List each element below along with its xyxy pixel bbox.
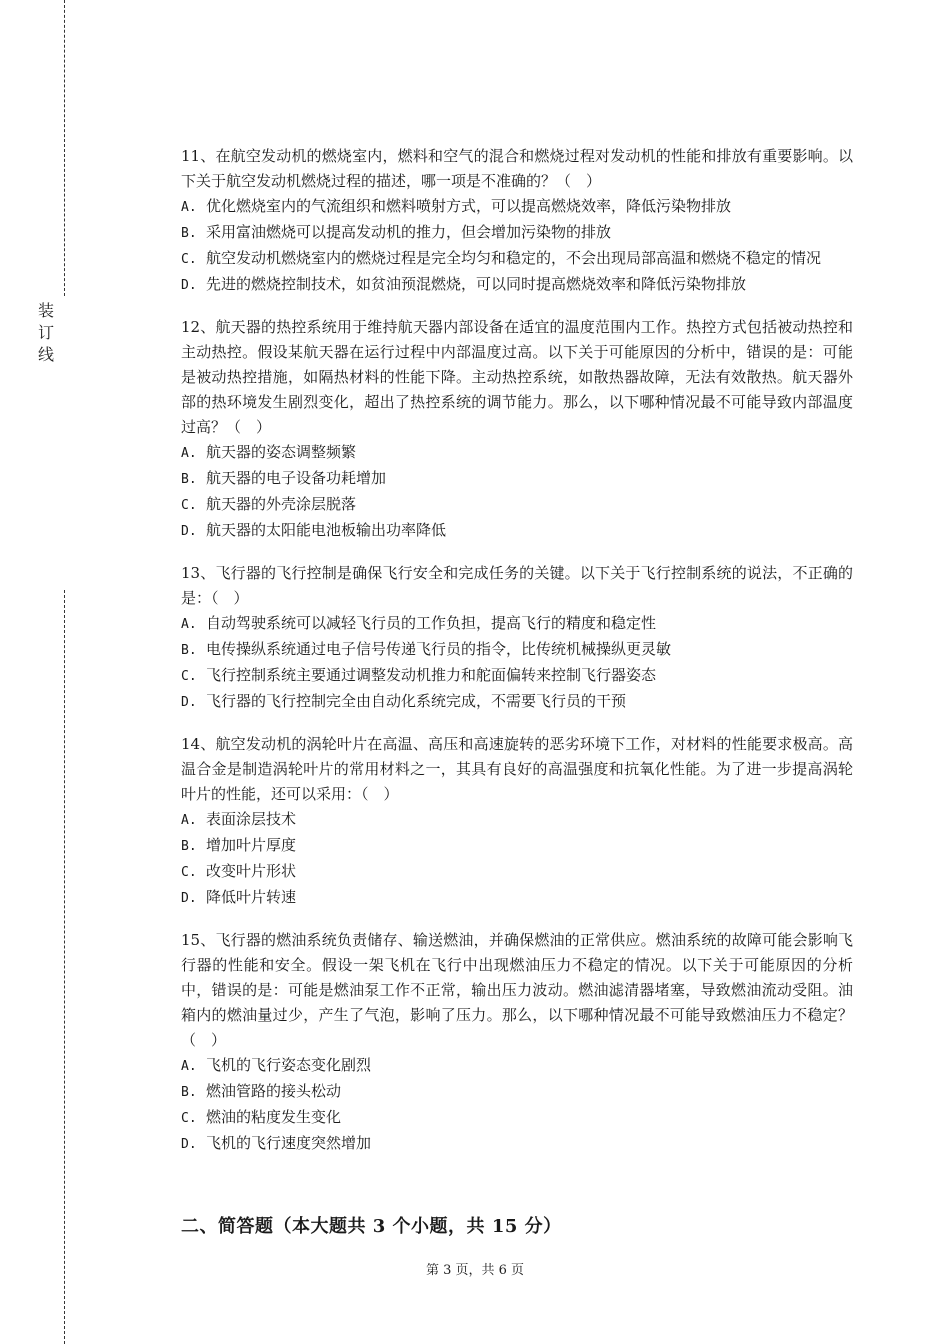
option-d [181,518,853,544]
option-text: 航天器的外壳涂层脱落 [206,495,357,513]
option-letter: D. [181,1137,197,1152]
question-stem: 15、飞行器的燃油系统负责储存、输送燃油，并确保燃油的正常供应。燃油系统的故障可能会影响飞行器的性能和安全。假设一架飞机在飞行中出现燃油压力不稳定的情况。以下关于可能原因的分析中，错误的是：可能是燃油泵工作不正常，输出压力波动。燃油滤清器堵塞，导致燃油流动受阻。油箱内的燃油量过少，产生了气泡，影响了压力。那么，以下哪种情况最不可能导致燃油压力不稳定？（ ） [181,931,853,1049]
option-text: 燃油的粘度发生变化 [206,1108,342,1126]
question-11 [181,144,853,298]
option-b [181,220,853,246]
option-text: 表面涂层技术 [206,810,297,828]
option-b [181,466,853,492]
option-text: 优化燃烧室内的气流组织和燃料喷射方式，可以提高燃烧效率，降低污染物排放 [206,197,732,215]
option-text: 电传操纵系统通过电子信号传递飞行员的指令，比传统机械操纵更灵敏 [206,640,672,658]
option-d [181,885,853,911]
option-letter: B. [181,1085,197,1100]
option-c [181,859,853,885]
option-text: 先进的燃烧控制技术，如贫油预混燃烧，可以同时提高燃烧效率和降低污染物排放 [206,275,747,293]
option-b [181,637,853,663]
option-letter: C. [181,1111,197,1126]
option-letter: A. [181,446,197,461]
option-text: 航空发动机燃烧室内的燃烧过程是完全均匀和稳定的，不会出现局部高温和燃烧不稳定的情况 [206,249,822,267]
question-12 [181,315,853,544]
option-text: 增加叶片厚度 [206,836,297,854]
option-letter: A. [181,1059,197,1074]
option-text: 航天器的太阳能电池板输出功率降低 [206,521,447,539]
option-text: 采用富油燃烧可以提高发动机的推力，但会增加污染物的排放 [206,223,612,241]
option-letter: D. [181,695,197,710]
binding-label [36,300,56,366]
option-d [181,689,853,715]
question-13 [181,561,853,715]
option-text: 改变叶片形状 [206,862,297,880]
question-stem: 12、航天器的热控系统用于维持航天器内部设备在适宜的温度范围内工作。热控方式包括被动热控和主动热控。假设某航天器在运行过程中内部温度过高。以下关于可能原因的分析中，错误的是：可能是被动热控措施，如隔热材料的性能下降。主动热控系统，如散热器故障，无法有效散热。航天器外部的热环境发生剧烈变化，超出了热控系统的调节能力。那么，以下哪种情况最不可能导致内部温度过高？（ ） [181,318,853,436]
option-letter: C. [181,865,197,880]
option-a [181,807,853,833]
option-a [181,440,853,466]
option-letter: C. [181,498,197,513]
option-c [181,492,853,518]
question-list [181,144,853,1174]
binding-line-bottom [64,590,65,1344]
option-c [181,663,853,689]
option-letter: B. [181,226,197,241]
question-stem: 13、飞行器的飞行控制是确保飞行安全和完成任务的关键。以下关于飞行控制系统的说法，不正确的是：（ ） [181,564,853,607]
section-heading: 二、简答题（本大题共 3 个小题，共 15 分） [181,1216,562,1237]
question-stem: 11、在航空发动机的燃烧室内，燃料和空气的混合和燃烧过程对发动机的性能和排放有重要影响。以下关于航空发动机燃烧过程的描述，哪一项是不准确的？（ ） [181,147,853,190]
option-letter: B. [181,472,197,487]
option-text: 航天器的电子设备功耗增加 [206,469,387,487]
option-text: 飞机的飞行速度突然增加 [206,1134,372,1152]
question-14 [181,732,853,911]
option-letter: A. [181,813,197,828]
option-letter: A. [181,617,197,632]
binding-line-top [64,0,65,296]
page-number: 第 3 页，共 6 页 [425,1263,525,1278]
option-letter: D. [181,891,197,906]
option-text: 航天器的姿态调整频繁 [206,443,357,461]
option-text: 飞行器的飞行控制完全由自动化系统完成，不需要飞行员的干预 [206,692,627,710]
option-b [181,833,853,859]
option-a [181,611,853,637]
binding-char: 订 [37,323,54,342]
option-text: 飞机的飞行姿态变化剧烈 [206,1056,372,1074]
option-a [181,1053,853,1079]
option-letter: B. [181,643,197,658]
option-letter: D. [181,524,197,539]
binding-char: 线 [37,345,54,364]
option-b [181,1079,853,1105]
option-c [181,246,853,272]
option-text: 自动驾驶系统可以减轻飞行员的工作负担，提高飞行的精度和稳定性 [206,614,657,632]
option-letter: D. [181,278,197,293]
option-letter: C. [181,252,197,267]
option-text: 降低叶片转速 [206,888,297,906]
option-letter: B. [181,839,197,854]
option-a [181,194,853,220]
option-c [181,1105,853,1131]
option-text: 燃油管路的接头松动 [206,1082,342,1100]
option-d [181,272,853,298]
option-letter: C. [181,669,197,684]
option-d [181,1131,853,1157]
question-15 [181,928,853,1157]
binding-char: 装 [37,301,54,320]
option-text: 飞行控制系统主要通过调整发动机推力和舵面偏转来控制飞行器姿态 [206,666,657,684]
question-stem: 14、航空发动机的涡轮叶片在高温、高压和高速旋转的恶劣环境下工作，对材料的性能要求极高。高温合金是制造涡轮叶片的常用材料之一，其具有良好的高温强度和抗氧化性能。为了进一步提高涡轮叶片的性能，还可以采用：（ ） [181,735,853,803]
option-letter: A. [181,200,197,215]
